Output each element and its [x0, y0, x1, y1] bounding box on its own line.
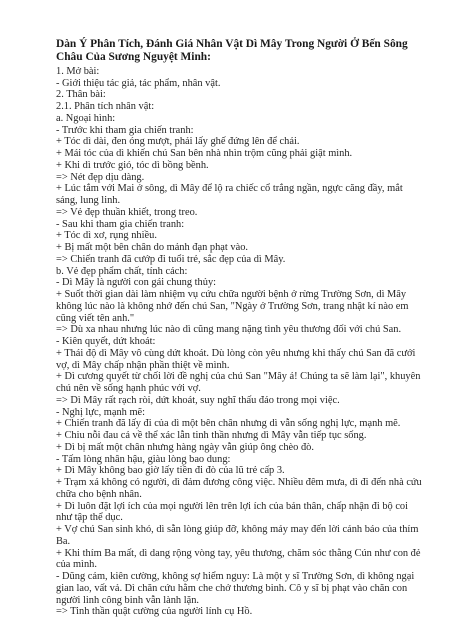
text-line: + Dì luôn đặt lợi ích của mọi người lên trên lợi ích của bản thân, chấp nhận đi bộ coi như tập thể dục. [56, 500, 409, 524]
text-line: + Khi thím Ba mất, dì dang rộng vòng tay, yêu thương, chăm sóc thằng Cún như con đẻ của mình. [56, 547, 421, 571]
text-line: + Dì bị mất một chân nhưng hàng ngày vẫn giúp ông chèo đò. [56, 441, 314, 453]
text-line: - Nghị lực, mạnh mẽ: [56, 406, 146, 418]
text-line: => Dù xa nhau nhưng lúc nào dì cũng mang nặng tình yêu thương đối với chú San. [56, 324, 402, 336]
text-line: + Chiến tranh đã lấy đi của dì một bên chân nhưng dì vẫn sống nghị lực, mạnh mẽ. [56, 418, 401, 430]
text-line: => Vẻ đẹp thuần khiết, trong treo. [56, 206, 198, 218]
text-line: + Trạm xá không có người, dì đảm đương công việc. Nhiều đêm mưa, dì đi đến nhà cứu chữa cho bệnh nhân. [56, 477, 422, 500]
text-line: - Sau khi tham gia chiến tranh: [56, 218, 185, 230]
text-line: - Trước khi tham gia chiến tranh: [56, 124, 194, 136]
text-line: - Giới thiệu tác giả, tác phẩm, nhân vật. [56, 77, 221, 89]
text-line: => Dì Mây rất rạch ròi, dứt khoát, suy nghĩ thấu đáo trong mọi việc. [56, 394, 340, 406]
text-line: + Bị mất một bên chân do mảnh đạn phạt vào. [56, 242, 248, 254]
text-line: + Vợ chú San sinh khó, dì sẵn lòng giúp đỡ, không mảy may đến lời cảnh báo của thím Ba. [56, 524, 419, 547]
text-line: + Tóc dì xơ, rụng nhiều. [56, 230, 157, 242]
text-line: + Tóc dì dài, đen óng mượt, phải lấy ghế đứng lên để chải. [56, 136, 300, 148]
text-line: - Tấm lòng nhân hậu, giàu lòng bao dung: [56, 453, 231, 465]
text-line: 2.1. Phân tích nhân vật: [56, 101, 155, 113]
text-line: => Tinh thần quật cường của người lính cụ Hồ. [56, 606, 253, 618]
text-line: a. Ngoại hình: [56, 112, 116, 124]
text-line: - Dì Mây là người con gái chung thủy: [56, 277, 217, 289]
text-line: + Dì Mây không bao giờ lấy tiền đi đò của lũ trẻ cấp 3. [56, 465, 285, 477]
text-line: + Dì cương quyết từ chối lời đề nghị của chú San "Mây ả! Chúng ta sẽ làm lại", khuyên chú nên về sống hạnh phúc với vợ. [56, 371, 421, 395]
text-line: => Nét đẹp dịu dàng. [56, 171, 145, 183]
text-line: + Lúc tắm với Mai ở sông, dì Mây để lộ ra chiếc cổ trắng ngần, ngực căng đầy, mắt sáng, lung linh. [56, 183, 403, 207]
text-line: + Khi dì trước gió, tóc dì bồng bềnh. [56, 159, 209, 171]
document-body [56, 66, 424, 618]
text-line: => Chiến tranh đã cướp đi tuổi trẻ, sắc đẹp của dì Mây. [56, 253, 286, 265]
text-line: - Kiên quyết, dứt khoát: [56, 336, 156, 348]
text-line: 1. Mở bài: [56, 65, 100, 77]
text-line: 2. Thân bài: [56, 89, 106, 101]
text-line: + Thái độ dì Mây vô cùng dứt khoát. Dù lòng còn yêu nhưng khi thấy chú San đã cưới vợ, dì Mây chấp nhận phần thiệt về mình. [56, 347, 416, 371]
text-line: - Dũng cảm, kiên cường, không sợ hiểm nguy: Là một y sĩ Trường Sơn, dì không ngại gian lao, vất vả. Dì chăn cứu hằm che chở thương binh. Cô y sĩ bị phạt vào chăn con người linh công binh vẫn lành lặn. [56, 571, 415, 606]
text-line: + Mái tóc của dì khiến chú San bên nhà nhìn trộm cũng phải giật mình. [56, 148, 353, 160]
text-line: b. Vẻ đẹp phẩm chất, tính cách: [56, 265, 188, 277]
document-title: Dàn Ý Phân Tích, Đánh Giá Nhân Vật Dì Mây Trong Người Ở Bến Sông Châu Của Sương Nguyệt Minh: [56, 38, 408, 64]
text-line: + Chiu nỗi đau cả về thể xác lẫn tinh thần nhưng dì Mây vẫn tiếp tục sống. [56, 430, 367, 442]
text-line: + Suốt thời gian dài làm nhiệm vụ cứu chữa người bệnh ở rừng Trường Sơn, dì Mây không lúc nào là không nhớ đến chú San, "Ngày ở Trường Sơn, trang nhật kí nào em cũng viết tên anh." [56, 289, 409, 324]
